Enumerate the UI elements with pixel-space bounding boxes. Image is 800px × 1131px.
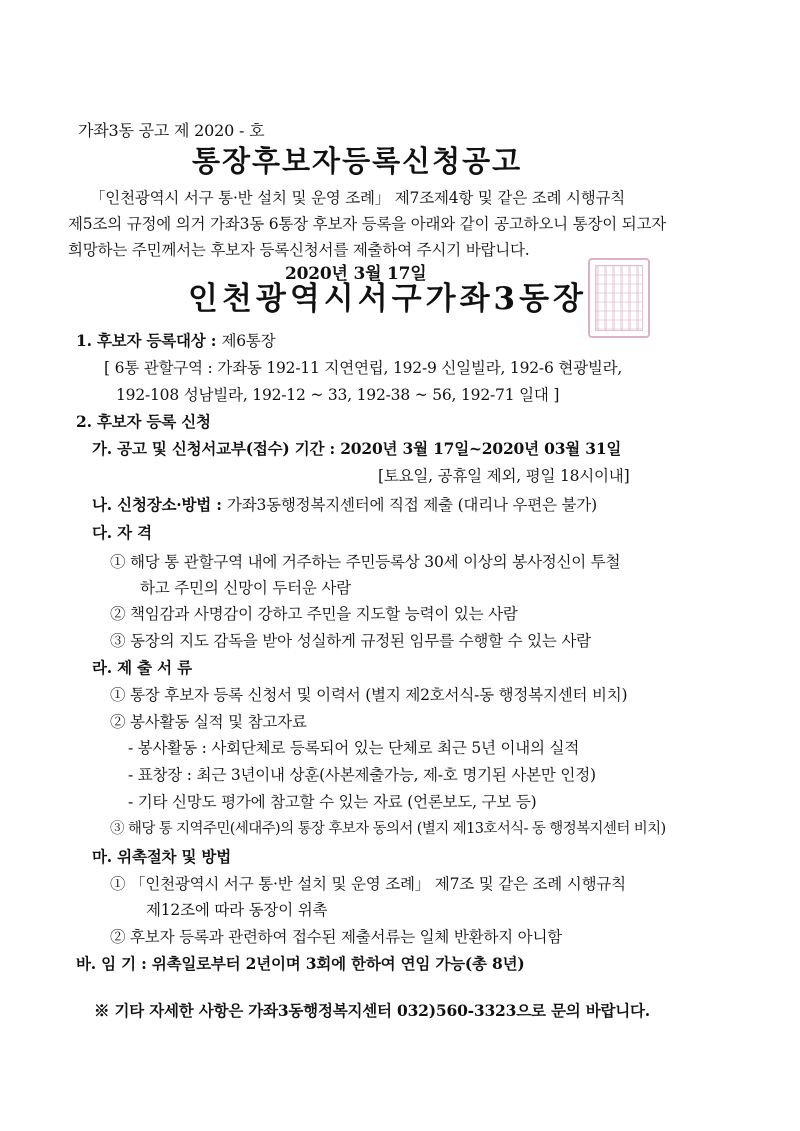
intro-line: 제5조의 규정에 의거 가좌3동 6통장 후보자 등록을 아래와 같이 공고하오니 통장이 되고자: [68, 215, 667, 233]
section-1-label: 1. 후보자 등록대상 :: [76, 331, 222, 350]
announcement-date: 2020년 3월 17일: [285, 264, 427, 284]
section-1-heading: [76, 330, 275, 352]
notice-number: 가좌3동 공고 제 2020 - 호: [78, 121, 265, 140]
document-item: - 기타 신망도 평가에 참고할 수 있는 자료 (언론보도, 구보 등): [128, 793, 537, 811]
item-na: [92, 494, 597, 516]
issuer-name: 인천광역시서구가좌3동장: [188, 281, 587, 317]
procedure-item: ② 후보자 등록과 관련하여 접수된 제출서류는 일체 반환하지 아니함: [110, 928, 562, 946]
qualification-item: ③ 동장의 지도 감독을 받아 성실하게 규정된 임무를 수행할 수 있는 사람: [110, 632, 591, 650]
document-item: ① 통장 후보자 등록 신청서 및 이력서 (별지 제2호서식-동 행정복지센터 비치): [110, 686, 628, 704]
footer-note: ※ 기타 자세한 사항은 가좌3동행정복지센터 032)560-3323으로 문의 바랍니다.: [94, 1001, 650, 1020]
area-line: [ 6통 관할구역 : 가좌동 192-11 지연연립, 192-9 신일빌라, 192-6 현광빌라,: [104, 359, 623, 377]
section-1-value: 제6통장: [221, 332, 276, 350]
procedure-item: 제12조에 따라 동장이 위촉: [146, 901, 328, 919]
item-ba: 바. 임 기 : 위촉일로부터 2년이며 3회에 한하여 연임 가능(총 8년): [76, 954, 525, 973]
intro-line: 희망하는 주민께서는 후보자 등록신청서를 제출하여 주시기 바랍니다.: [68, 241, 530, 259]
document-item: ② 봉사활동 실적 및 참고자료: [110, 713, 307, 731]
page-title: 통장후보자등록신청공고: [192, 144, 523, 178]
qualification-item: ② 책임감과 사명감이 강하고 주민을 지도할 능력이 있는 사람: [110, 605, 518, 623]
item-ra: 라. 제 출 서 류: [92, 658, 192, 677]
document-item: ③ 해당 통 지역주민(세대주)의 통장 후보자 동의서 (별지 제13호서식- 동 행정복지센터 비치): [110, 821, 666, 837]
item-na-label: 나. 신청장소·방법 :: [92, 495, 227, 514]
qualification-item: ① 해당 통 관할구역 내에 거주하는 주민등록상 30세 이상의 봉사정신이 투철: [110, 553, 621, 571]
document-item: - 봉사활동 : 사회단체로 등록되어 있는 단체로 최근 5년 이내의 실적: [128, 739, 580, 757]
intro-line: 「인천광역시 서구 통·반 설치 및 운영 조례」 제7조제4항 및 같은 조례 시행규칙: [90, 189, 626, 207]
document-item: - 표창장 : 최근 3년이내 상훈(사본제출가능, 제-호 명기된 사본만 인정): [128, 766, 596, 784]
item-ma: 마. 위촉절차 및 방법: [92, 847, 231, 866]
item-da: 다. 자 격: [92, 523, 152, 542]
official-seal: [588, 258, 650, 338]
item-na-value: 가좌3동행정복지센터에 직접 제출 (대리나 우편은 불가): [226, 496, 597, 514]
qualification-item: 하고 주민의 신망이 두터운 사람: [140, 579, 351, 597]
procedure-item: ① 「인천광역시 서구 통·반 설치 및 운영 조례」 제7조 및 같은 조례 시행규칙: [110, 875, 626, 893]
item-ga: 가. 공고 및 신청서교부(접수) 기간 : 2020년 3월 17일~2020년 03월 31일: [92, 439, 622, 458]
section-2-heading: 2. 후보자 등록 신청: [76, 412, 211, 431]
item-ga-note: [토요일, 공휴일 제외, 평일 18시이내]: [378, 467, 630, 485]
area-line: 192-108 성남빌라, 192-12 ~ 33, 192-38 ~ 56, 192-71 일대 ]: [116, 386, 560, 404]
